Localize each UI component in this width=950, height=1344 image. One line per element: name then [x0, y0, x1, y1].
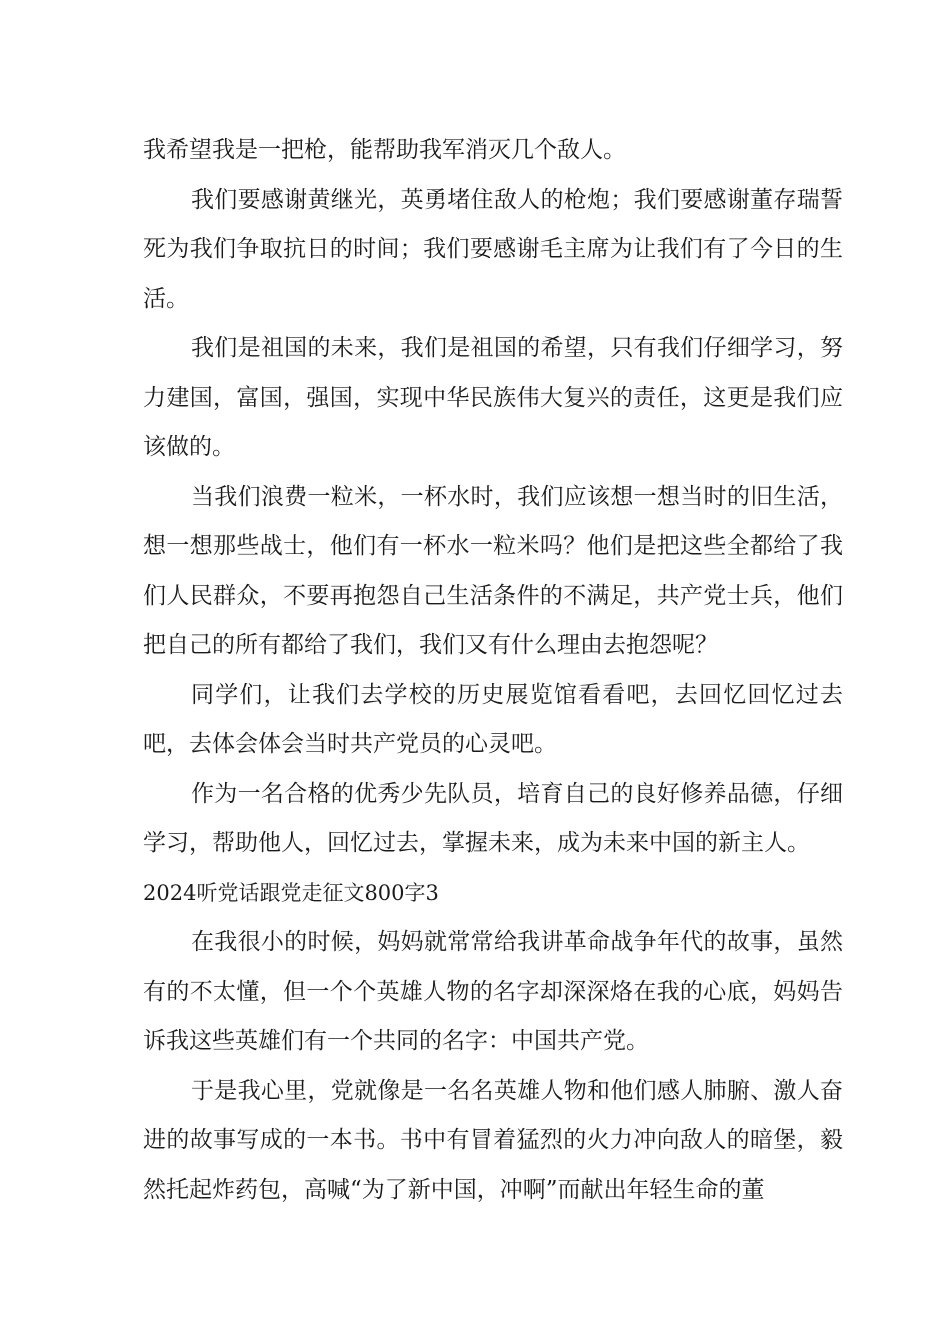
paragraph: 于是我心里，党就像是一名名英雄人物和他们感人肺腑、激人奋进的故事写成的一本书。书中有冒着猛烈的火力冲向敌人的暗堡，毅然托起炸药包，高喊“为了新中国，冲啊”而献出年轻生命的董	[143, 1077, 843, 1203]
paragraph: 我希望我是一把枪，能帮助我军消灭几个敌人。	[143, 137, 626, 163]
paragraph: 我们是祖国的未来，我们是祖国的希望，只有我们仔细学习，努力建国，富国，强国，实现中华民族伟大复兴的责任，这更是我们应该做的。	[143, 335, 843, 460]
paragraph: 当我们浪费一粒米，一杯水时，我们应该想一想当时的旧生活，想一想那些战士，他们有一杯水一粒米吗？他们是把这些全都给了我们人民群众，不要再抱怨自己生活条件的不满足，共产党士兵，他们把自己的所有都给了我们，我们又有什么理由去抱怨呢？	[143, 483, 843, 658]
paragraph: 我们要感谢黄继光，英勇堵住敌人的枪炮；我们要感谢董存瑞誓死为我们争取抗日的时间；我们要感谢毛主席为让我们有了今日的生活。	[143, 186, 843, 312]
paragraph: 在我很小的时候，妈妈就常常给我讲革命战争年代的故事，虽然有的不太懂，但一个个英雄人物的名字却深深烙在我的心底，妈妈告诉我这些英雄们有一个共同的名字：中国共产党。	[143, 929, 843, 1054]
document-body	[143, 126, 843, 1215]
section-heading: 2024听党话跟党走征文800字3	[143, 880, 439, 905]
paragraph: 作为一名合格的优秀少先队员，培育自己的良好修养品德，仔细学习，帮助他人，回忆过去，掌握未来，成为未来中国的新主人。	[143, 780, 843, 856]
paragraph: 同学们，让我们去学校的历史展览馆看看吧，去回忆回忆过去吧，去体会体会当时共产党员的心灵吧。	[143, 681, 843, 757]
